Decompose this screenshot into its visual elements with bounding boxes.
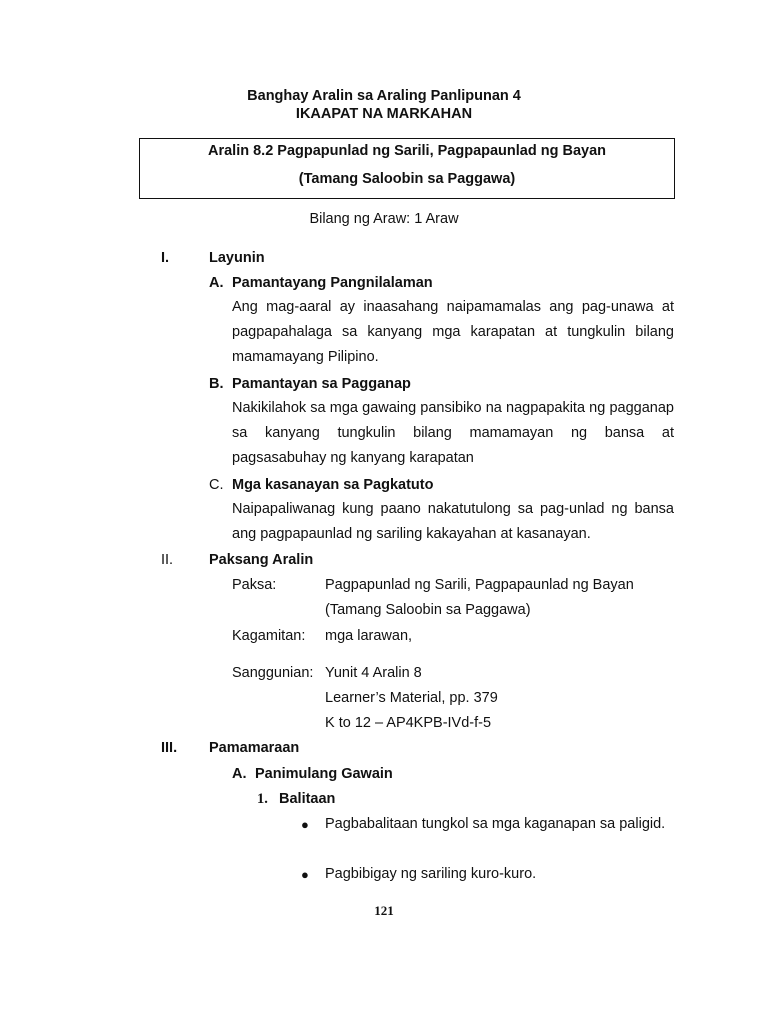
paksa-label: Paksa: <box>232 577 277 593</box>
quarter-heading: IKAAPAT NA MARKAHAN <box>295 106 473 122</box>
section-3-numeral: III. <box>161 740 178 756</box>
item-1-number: 1. <box>257 791 268 807</box>
bullet-2-text: Pagbibigay ng sariling kuro-kuro. <box>325 866 537 882</box>
item-1-title: Balitaan <box>279 791 336 807</box>
lesson-title-box <box>139 138 675 199</box>
subsection-c-title: Mga kasanayan sa Pagkatuto <box>232 477 434 493</box>
section-2-numeral: II. <box>161 552 174 568</box>
subsection-a-letter: A. <box>209 275 224 291</box>
section-1-title: Layunin <box>209 250 265 266</box>
section-2-title: Paksang Aralin <box>209 552 314 568</box>
sanggunian-value-line3: K to 12 – AP4KPB-IVd-f-5 <box>325 715 492 731</box>
sanggunian-value-line2: Learner’s Material, pp. 379 <box>325 690 498 706</box>
subsection-c-text: Naipapaliwanag kung paano nakatutulong sa pag-unlad ng bansa ang pagpapaunlad ng sariling kakayahan at kasanayan. <box>232 501 674 542</box>
paksa-value-line1: Pagpapunlad ng Sarili, Pagpapaunlad ng Bayan <box>325 577 634 593</box>
kagamitan-value: mga larawan, <box>325 628 413 644</box>
subsection-c-letter: C. <box>209 477 224 493</box>
subsection-a-text: Ang mag-aaral ay inaasahang naipamamalas ang pag-unawa at pagpapahalaga sa kanyang mga karapatan at tungkulin bilang mamamayang Pilipino. <box>232 299 674 365</box>
document-title: Banghay Aralin sa Araling Panlipunan 4 <box>247 88 521 104</box>
bullet-1-icon: ● <box>301 817 309 832</box>
subsection-3a-title: Panimulang Gawain <box>255 766 393 782</box>
bullet-1-text: Pagbabalitaan tungkol sa mga kaganapan sa paligid. <box>325 816 666 832</box>
lesson-subtitle: (Tamang Saloobin sa Paggawa) <box>298 171 516 187</box>
sanggunian-label: Sanggunian: <box>232 665 314 681</box>
subsection-3a-letter: A. <box>232 766 247 782</box>
sanggunian-value-line1: Yunit 4 Aralin 8 <box>325 665 422 681</box>
subsection-b-text: Nakikilahok sa mga gawaing pansibiko na nagpapakita ng pagganap sa kanyang tungkulin bilang mamamayan ng bansa at pagsasabuhay ng kanyang karapatan <box>232 400 674 466</box>
bullet-2-icon: ● <box>301 867 309 882</box>
page-number: 121 <box>374 903 394 918</box>
kagamitan-label: Kagamitan: <box>232 628 306 644</box>
subsection-b-letter: B. <box>209 376 224 392</box>
section-3-title: Pamamaraan <box>209 740 300 756</box>
subsection-b-title: Pamantayan sa Pagganap <box>232 376 411 392</box>
section-1-numeral: I. <box>161 250 170 266</box>
paksa-value-line2: (Tamang Saloobin sa Paggawa) <box>325 602 531 618</box>
lesson-title: Aralin 8.2 Pagpapunlad ng Sarili, Pagpapaunlad ng Bayan <box>207 143 607 159</box>
subsection-a-title: Pamantayang Pangnilalaman <box>232 275 433 291</box>
days-count: Bilang ng Araw: 1 Araw <box>309 211 459 227</box>
